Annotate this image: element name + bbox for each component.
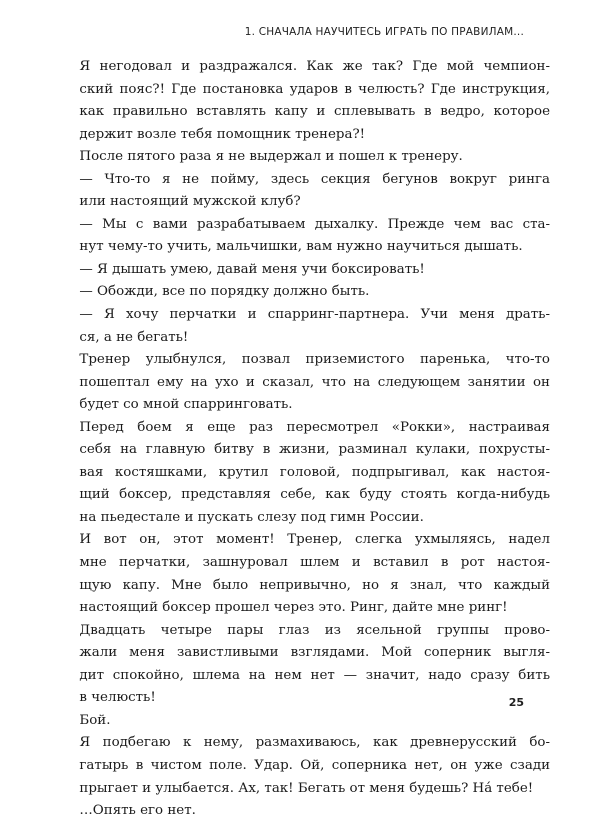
- paragraph: [62, 529, 550, 619]
- text-line: — Обожди, все по порядку должно быть.: [79, 284, 370, 300]
- text-line: нут чему-то учить, мальчишки, вам нужно научиться дышать.: [79, 239, 523, 255]
- text-line: как правильно вставлять капу и сплевывать в ведро, которое: [79, 104, 550, 120]
- text-line: Бой.: [79, 712, 111, 728]
- page-number: 25: [508, 696, 524, 709]
- paragraph: [62, 620, 550, 710]
- paragraph: [62, 304, 550, 349]
- text-line: — Я хочу перчатки и спарринг-партнера. Учи меня драть-: [79, 307, 550, 323]
- text-line: щий боксер, представляя себе, как буду стоять когда-нибудь: [79, 487, 550, 503]
- paragraph: [62, 349, 550, 417]
- text-line: …Опять его нет.: [79, 803, 196, 819]
- text-line: держит возле тебя помощник тренера?!: [79, 126, 366, 142]
- text-line: жали меня завистливыми взглядами. Мой соперник выгля-: [79, 645, 550, 661]
- text-line: гатырь в чистом поле. Удар. Ой, соперника нет, он уже сзади: [79, 757, 550, 773]
- text-line: Перед боем я еще раз пересмотрел «Рокки», настраивая: [79, 419, 550, 435]
- paragraph: [62, 281, 550, 304]
- text-line: Я подбегаю к нему, размахиваюсь, как древнерусский бо-: [79, 735, 550, 751]
- paragraph: [62, 732, 550, 800]
- text-line: И вот он, этот момент! Тренер, слегка ухмыляясь, надел: [79, 532, 550, 548]
- text-line: пошептал ему на ухо и сказал, что на следующем занятии он: [79, 374, 550, 390]
- text-line: или настоящий мужской клуб?: [79, 194, 301, 210]
- text-line: дит спокойно, шлема на нем нет — значит, надо сразу бить: [79, 667, 550, 683]
- paragraph: [62, 800, 550, 823]
- text-line: — Я дышать умею, давай меня учи боксировать!: [79, 261, 425, 277]
- text-line: щую капу. Мне было непривычно, но я знал, что каждый: [79, 577, 550, 593]
- text-line: вая костяшками, крутил головой, подпрыгивал, как настоя-: [79, 464, 550, 480]
- text-line: После пятого раза я не выдержал и пошел к тренеру.: [79, 149, 463, 165]
- text-line: Я негодовал и раздражался. Как же так? Где мой чемпион-: [79, 59, 550, 74]
- paragraph: [62, 214, 550, 259]
- text-line: — Мы с вами разрабатываем дыхалку. Прежде чем вас ста-: [79, 216, 550, 232]
- text-line: будет со мной спарринговать.: [79, 397, 293, 413]
- text-line: прыгает и улыбается. Ах, так! Бегать от меня будешь? На́ тебе!: [79, 780, 534, 796]
- paragraph: [62, 56, 550, 146]
- text-line: — Что-то я не пойму, здесь секция бегунов вокруг ринга: [79, 171, 550, 187]
- text-line: Тренер улыбнулся, позвал приземистого паренька, что-то: [79, 352, 550, 368]
- paragraph: [62, 146, 550, 169]
- text-line: мне перчатки, зашнуровал шлем и вставил в рот настоя-: [79, 555, 550, 571]
- text-line: себя на главную битву в жизни, разминал кулаки, похрусты-: [79, 442, 550, 458]
- paragraph: [62, 417, 550, 530]
- text-line: в челюсть!: [79, 690, 156, 706]
- text-line: настоящий боксер прошел через это. Ринг, дайте мне ринг!: [79, 600, 508, 616]
- paragraph: [62, 169, 550, 214]
- paragraph: [62, 710, 550, 733]
- paragraph: [62, 259, 550, 282]
- body-text: [62, 56, 550, 823]
- text-line: на пьедестале и пускать слезу под гимн России.: [79, 509, 424, 525]
- text-line: ся, а не бегать!: [79, 329, 189, 345]
- running-header: 1. СНАЧАЛА НАУЧИТЕСЬ ИГРАТЬ ПО ПРАВИЛАМ...: [244, 26, 524, 38]
- text-line: Двадцать четыре пары глаз из ясельной группы прово-: [79, 622, 550, 638]
- text-line: ский пояс?! Где постановка ударов в челюсть? Где инструкция,: [79, 81, 550, 97]
